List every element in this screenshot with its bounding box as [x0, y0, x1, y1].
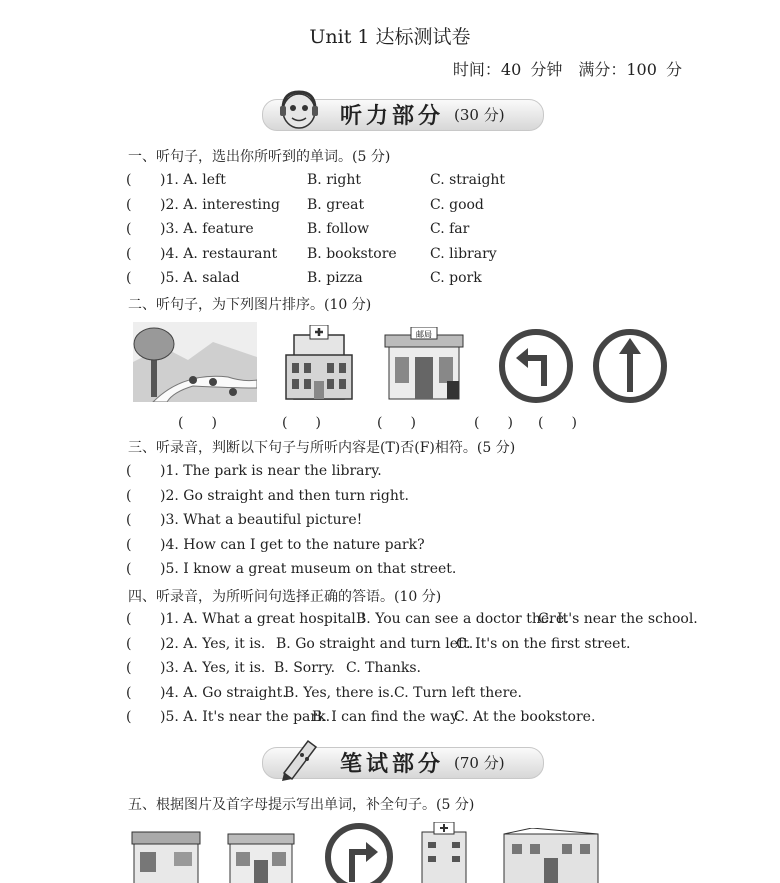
option-c: C. It's on the first street.: [456, 635, 631, 652]
answer-paren[interactable]: (: [126, 172, 132, 188]
option-c: C. good: [430, 196, 484, 213]
section-1-title: 一、听句子，选出你所听到的单词。(5 分): [128, 149, 391, 165]
answer-paren[interactable]: (: [126, 684, 132, 701]
answer-paren[interactable]: (: [126, 611, 132, 627]
post-office-picture: [383, 327, 465, 401]
statement: )5. I know a great museum on that street.: [160, 561, 457, 577]
option-a: )3. A. Yes, it is.: [160, 660, 266, 676]
headphone-mascot-icon: [276, 87, 322, 133]
hospital-picture: [282, 325, 356, 401]
museum-picture: [502, 828, 600, 883]
turn-left-sign-icon: [498, 328, 574, 404]
section-2-title: 二、听句子，为下列图片排序。(10 分): [128, 297, 372, 313]
picture-2-blank[interactable]: ( ): [282, 415, 321, 431]
option-c: C. Thanks.: [346, 660, 421, 676]
answer-paren[interactable]: (: [126, 709, 132, 725]
option-a: )5. A. It's near the park.: [160, 709, 331, 725]
option-b: B. Yes, there is.: [284, 684, 395, 701]
picture-5-blank[interactable]: ( ): [538, 415, 577, 431]
option-b: B. Sorry.: [274, 660, 336, 676]
statement: )3. What a beautiful picture!: [160, 512, 363, 528]
option-b: B. pizza: [307, 270, 363, 286]
picture-4-blank[interactable]: ( ): [474, 415, 513, 431]
option-b: B. great: [307, 196, 365, 213]
answer-paren[interactable]: (: [126, 536, 132, 553]
option-a: )4. A. Go straight.: [160, 684, 287, 701]
section-4-title: 四、听录音，为所听问句选择正确的答语。(10 分): [128, 589, 442, 605]
statement: )1. The park is near the library.: [160, 463, 382, 479]
answer-paren[interactable]: (: [126, 196, 132, 213]
picture-1-blank[interactable]: ( ): [178, 415, 217, 431]
pencil-mascot-icon: [276, 735, 322, 781]
option-b: B. I can find the way.: [312, 709, 461, 725]
writing-points: (70 分): [454, 754, 505, 772]
go-straight-sign-icon: [593, 328, 667, 404]
post-office-sign: 邮局: [416, 330, 432, 339]
answer-paren[interactable]: (: [126, 635, 132, 652]
option-b: B. Go straight and turn left.: [276, 635, 474, 652]
turn-right-sign-icon: [324, 822, 394, 883]
exam-meta: 时间：40 分钟 满分：100 分: [452, 60, 682, 79]
option-a: )1. A. left: [160, 172, 226, 188]
listening-label: 听力部分: [340, 104, 445, 129]
picture-3-blank[interactable]: ( ): [377, 415, 416, 431]
shop-picture: [226, 832, 296, 883]
section-3-title: 三、听录音，判断以下句子与所听内容是(T)否(F)相符。(5 分): [128, 440, 516, 456]
answer-paren[interactable]: (: [126, 221, 132, 237]
park-picture: [133, 322, 257, 402]
answer-paren[interactable]: (: [126, 487, 132, 504]
option-b: B. follow: [307, 221, 370, 237]
answer-paren[interactable]: (: [126, 270, 132, 286]
writing-label: 笔试部分: [340, 752, 445, 777]
listening-points: (30 分): [454, 106, 505, 124]
option-a: )2. A. interesting: [160, 196, 280, 213]
answer-paren[interactable]: (: [126, 512, 132, 528]
section-5-title: 五、根据图片及首字母提示写出单词，补全句子。(5 分): [128, 797, 475, 813]
bookstore-picture: [130, 830, 202, 883]
statement: )2. Go straight and then turn right.: [160, 487, 409, 504]
option-c: C. Turn left there.: [394, 684, 523, 701]
option-c: C. library: [430, 245, 497, 262]
option-a: )1. A. What a great hospital !: [160, 611, 366, 627]
answer-paren[interactable]: (: [126, 463, 132, 479]
listening-banner: [262, 93, 544, 135]
option-c: C. far: [430, 221, 470, 237]
page-title: Unit 1 达标测试卷: [309, 26, 471, 48]
option-a: )3. A. feature: [160, 221, 254, 237]
hospital-building-picture: [412, 822, 476, 883]
option-b: B. right: [307, 172, 361, 188]
option-b: B. You can see a doctor there.: [356, 611, 569, 627]
answer-paren[interactable]: (: [126, 660, 132, 676]
option-a: )5. A. salad: [160, 270, 240, 286]
option-c: C. pork: [430, 270, 482, 286]
answer-paren[interactable]: (: [126, 245, 132, 262]
option-c: C. At the bookstore.: [454, 709, 596, 725]
writing-banner: [262, 741, 544, 783]
answer-paren[interactable]: (: [126, 561, 132, 577]
option-c: C. straight: [430, 172, 506, 188]
option-b: B. bookstore: [307, 245, 397, 262]
option-c: C. It's near the school.: [538, 611, 698, 627]
option-a: )4. A. restaurant: [160, 245, 278, 262]
statement: )4. How can I get to the nature park?: [160, 536, 425, 553]
option-a: )2. A. Yes, it is.: [160, 635, 266, 652]
